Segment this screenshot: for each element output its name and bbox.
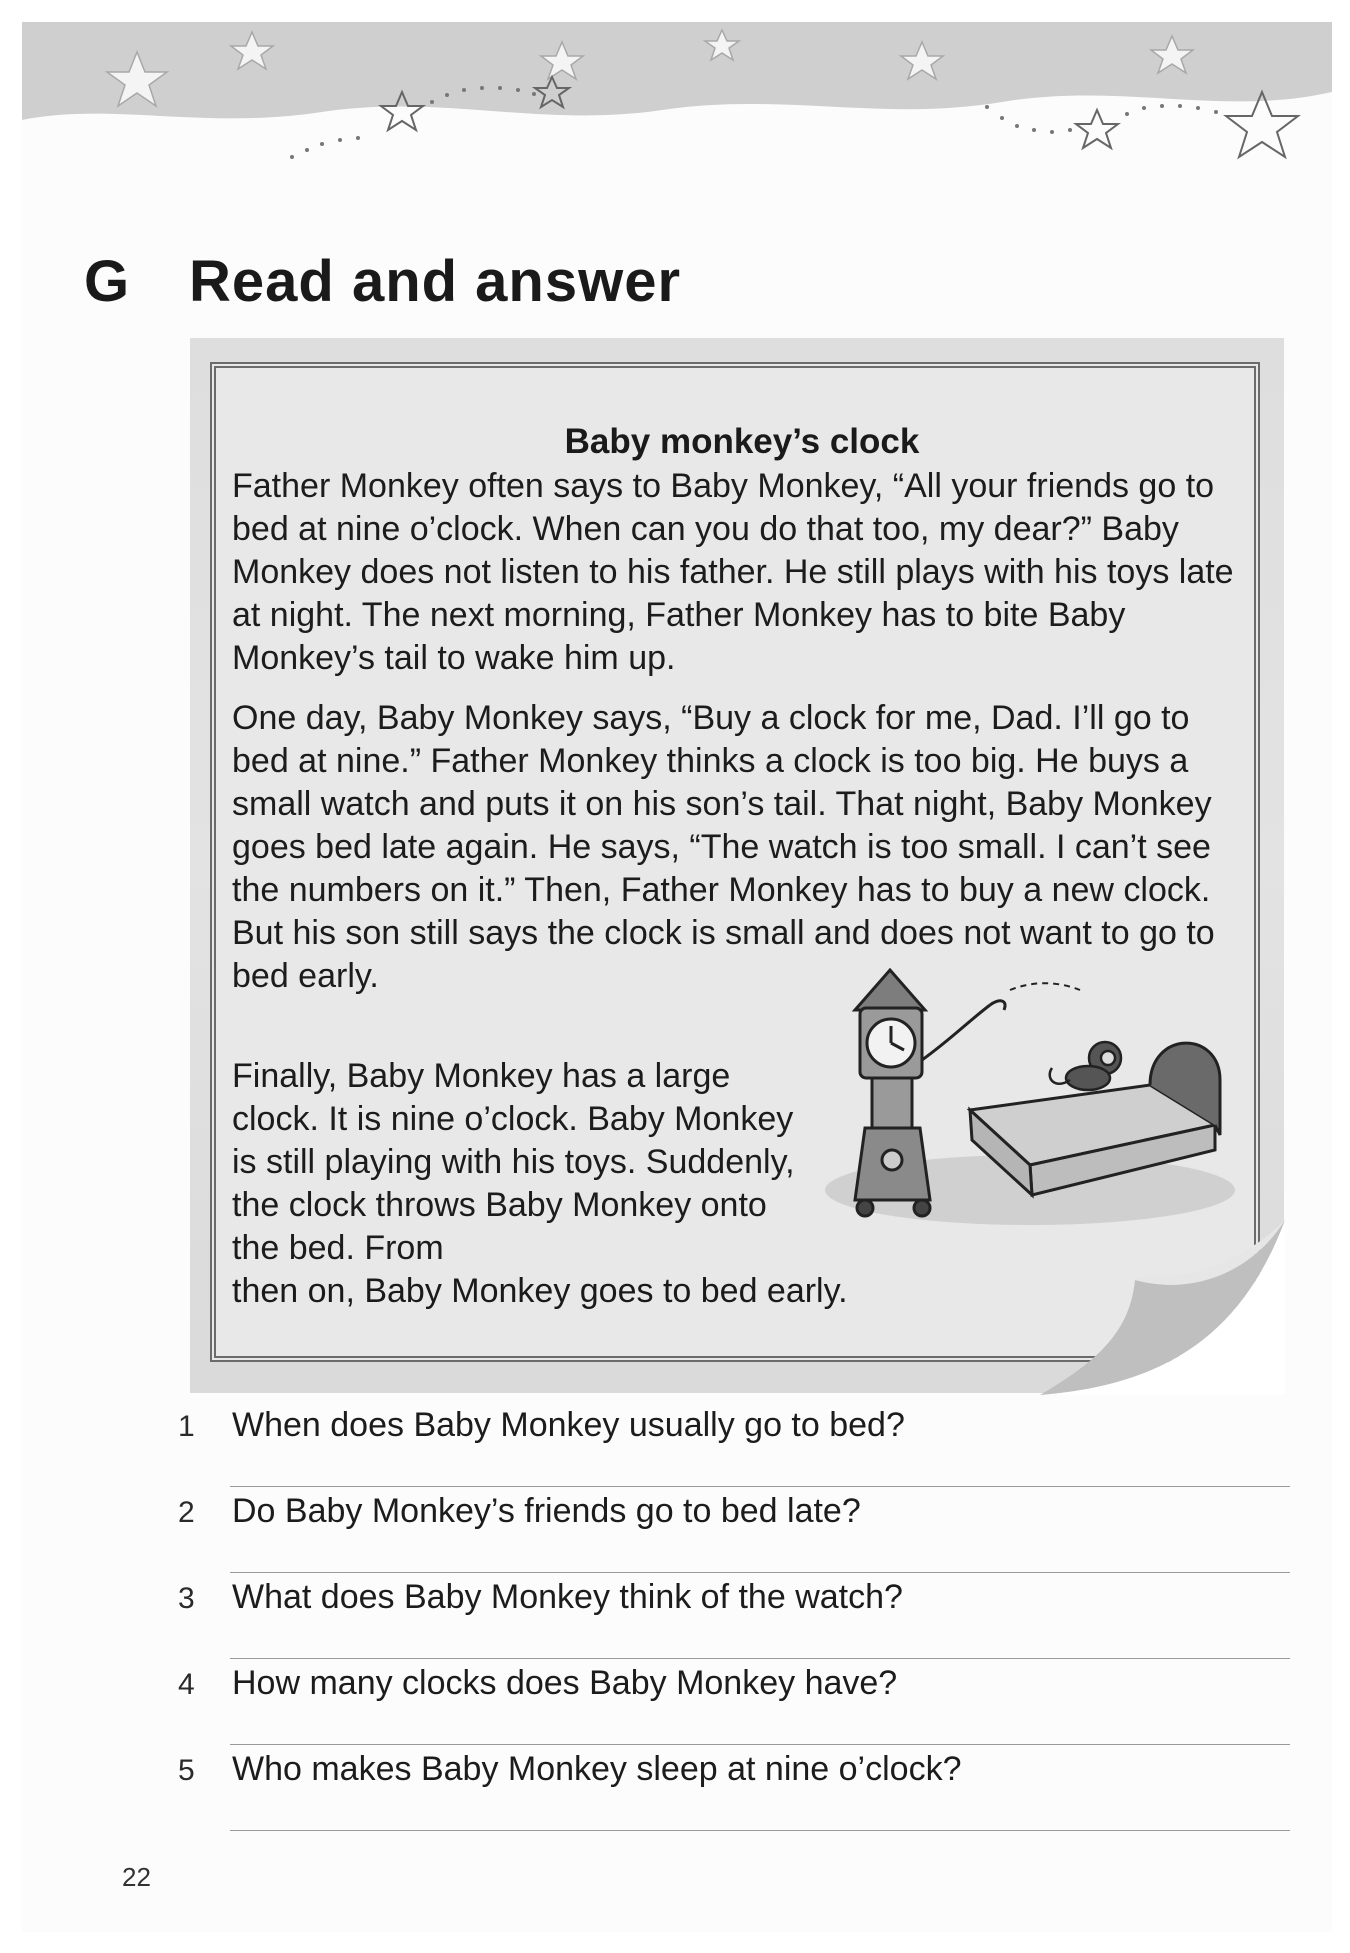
question-text: How many clocks does Baby Monkey have?	[232, 1664, 898, 1702]
question-item	[170, 1486, 1290, 1572]
star-banner	[22, 22, 1332, 212]
story-title: Baby monkey’s clock	[564, 422, 920, 461]
clock-monkey-illustration	[820, 950, 1240, 1225]
question-number: 5	[178, 1754, 195, 1787]
question-text: What does Baby Monkey think of the watch?	[232, 1578, 903, 1616]
story-paragraph-2: One day, Baby Monkey says, “Buy a clock for me, Dad. I’ll go to bed at nine.” Father Monkey thinks a clock is too big. He buys a small watch and puts it on his son’s tail. That night, Baby Monkey goes bed late again. He says, “The watch is too small. I can’t see the numbers on it.” Then, Father Monkey has to buy a new clock. But his son still says the clock is small and does not want to go to bed early.	[232, 699, 1215, 995]
section-title: Read and answer	[189, 249, 682, 314]
question-text: Who makes Baby Monkey sleep at nine o’clock?	[232, 1750, 962, 1788]
questions-list	[170, 1400, 1290, 1830]
story-paragraph-3-end: then on, Baby Monkey goes to bed early.	[232, 1272, 848, 1310]
question-item	[170, 1658, 1290, 1744]
page-number: 22	[122, 1862, 151, 1892]
question-text: Do Baby Monkey’s friends go to bed late?	[232, 1492, 861, 1530]
section-heading	[84, 248, 681, 315]
question-text: When does Baby Monkey usually go to bed?	[232, 1406, 905, 1444]
answer-line[interactable]	[230, 1830, 1290, 1831]
section-letter: G	[84, 249, 131, 314]
question-number: 1	[178, 1410, 195, 1443]
question-number: 3	[178, 1582, 195, 1615]
question-number: 2	[178, 1496, 195, 1529]
story-paragraph-1: Father Monkey often says to Baby Monkey, “All your friends go to bed at nine o’clock. When can you do that too, my dear?” Baby Monkey does not listen to his father. He still plays with his toys late at night. The next morning, Father Monkey has to bite Baby Monkey’s tail to wake him up.	[232, 467, 1234, 677]
page-curl	[1040, 1220, 1285, 1395]
question-item	[170, 1572, 1290, 1658]
question-number: 4	[178, 1668, 195, 1701]
question-item	[170, 1400, 1290, 1486]
story-paragraph-3: Finally, Baby Monkey has a large clock. It is nine o’clock. Baby Monkey is still playing with his toys. Suddenly, the clock throws Baby Monkey onto the bed. From	[232, 1057, 795, 1267]
question-item	[170, 1744, 1290, 1830]
